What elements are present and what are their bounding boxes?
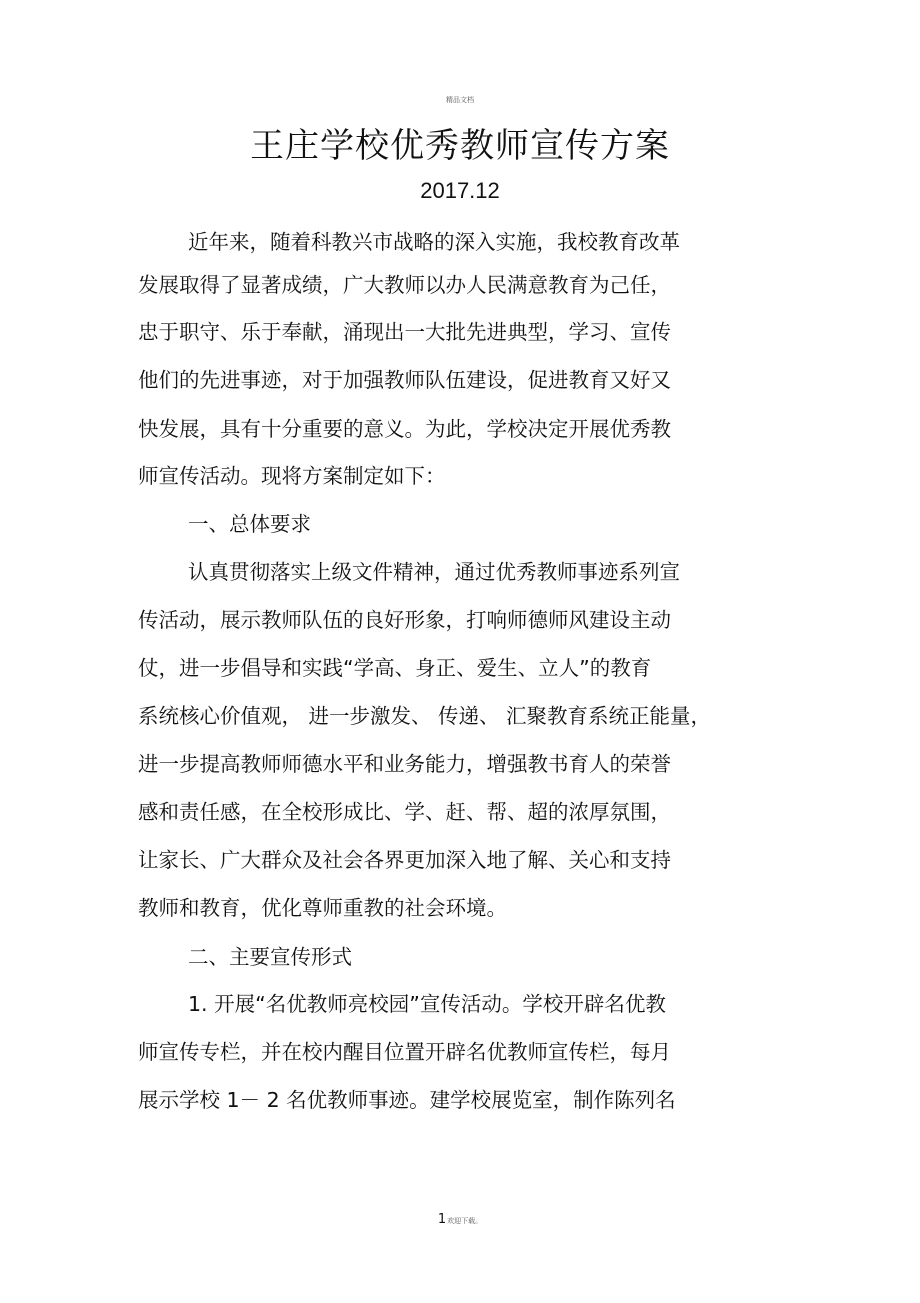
paragraph-line: 展示学校 1－ 2 名优教师事迹。建学校展览室，制作陈列名 — [138, 1088, 676, 1112]
paragraph-line: 师宣传活动。现将方案制定如下： — [138, 464, 446, 488]
section-heading: 二、主要宣传形式 — [188, 945, 352, 969]
page-number: 1 — [437, 1212, 447, 1227]
paragraph-line: 进一步提高教师师德水平和业务能力，增强教书育人的荣誉 — [138, 752, 671, 776]
paragraph-line: 传活动，展示教师队伍的良好形象，打响师德师风建设主动 — [138, 608, 671, 632]
paragraph-line: 忠于职守、乐于奉献，涌现出一大批先进典型，学习、宣传 — [138, 320, 671, 344]
paragraph-line: 近年来，随着科教兴市战略的深入实施，我校教育改革 — [188, 230, 680, 254]
document-date: 2017.12 — [420, 178, 500, 203]
paragraph-line: 仗，进一步倡导和实践“学高、身正、爱生、立人”的教育 — [138, 656, 652, 680]
paragraph-line: 1. 开展“名优教师亮校园”宣传活动。学校开辟名优教 — [188, 992, 666, 1016]
section-heading: 一、总体要求 — [188, 512, 311, 536]
paragraph-line: 师宣传专栏，并在校内醒目位置开辟名优教师宣传栏，每月 — [138, 1040, 671, 1064]
paragraph-line: 系统核心价值观， 进一步激发、 传递、 汇聚教育系统正能量， — [138, 704, 712, 728]
paragraph-line: 他们的先进事迹，对于加强教师队伍建设，促进教育又好又 — [138, 368, 671, 392]
footer-text: 欢迎下载。 — [447, 1217, 483, 1225]
page-footer — [0, 1208, 920, 1227]
document-title: 王庄学校优秀教师宣传方案 — [250, 126, 670, 166]
paragraph-line: 认真贯彻落实上级文件精神，通过优秀教师事迹系列宣 — [188, 560, 680, 584]
paragraph-line: 发展取得了显著成绩，广大教师以办人民满意教育为己任， — [138, 273, 671, 297]
paragraph-line: 感和责任感，在全校形成比、学、赶、帮、超的浓厚氛围， — [138, 800, 671, 824]
header-note: 精品文档 — [446, 96, 474, 104]
paragraph-line: 让家长、广大群众及社会各界更加深入地了解、关心和支持 — [138, 848, 671, 872]
paragraph-line: 快发展，具有十分重要的意义。为此，学校决定开展优秀教 — [138, 417, 671, 441]
paragraph-line: 教师和教育，优化尊师重教的社会环境。 — [138, 896, 507, 920]
